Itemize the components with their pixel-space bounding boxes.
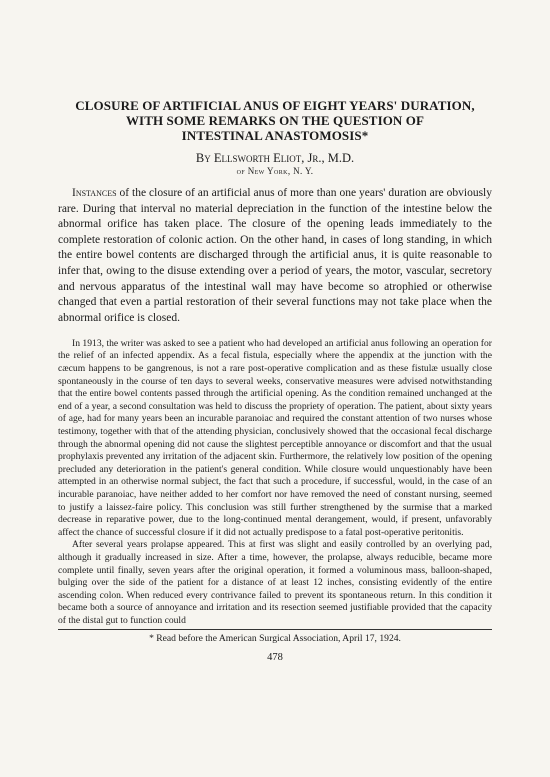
author-line	[58, 151, 492, 165]
footnote: * Read before the American Surgical Association, April 17, 1924.	[149, 632, 401, 644]
author-by: By	[195, 151, 211, 165]
title-line: CLOSURE OF ARTIFICIAL ANUS OF EIGHT YEARS' DURATION,	[75, 98, 475, 113]
footnote-divider	[58, 629, 492, 630]
intro-text: of the closure of an artificial anus of more than one years' duration are obviously rare. During that interval no material depreciation in the function of the intestine below the abnormal orifice has taken place. The closure of the opening leads immediately to the complete restoration of colonic action. On the other hand, in cases of long standing, in which the entire bowel contents are discharged through the artificial anus, it is quite reasonable to infer that, owing to the disuse extending over a period of years, the motor, vascular, secretory and nervous apparatus of the intestinal wall may have become so atrophied or otherwise changed that even a partial restoration of their several functions may not take place when the abnormal orifice is closed.	[58, 187, 492, 324]
author-location: of New York, N. Y.	[236, 166, 314, 176]
intro-paragraph	[58, 186, 492, 326]
body-paragraph: In 1913, the writer was asked to see a patient who had developed an artificial anus following an operation for the relief of an infected appendix. As a fecal fistula, especially where the appendix at the junction with the cæcum happens to be gangrenous, is not a rare post-operative complication and as these fistulæ usually close spontaneously in the course of ten days to several weeks, conservative measures were advised notwithstanding that the entire bowel contents passed through the artificial opening. As the condition remained unchanged at the end of a year, a second consultation was held to discuss the propriety of operation. The patient, about sixty years of age, had for many years been an incurable paranoiac and required the constant attention of two nurses whose testimony, together with that of the attending physician, conclusively showed that the occasional fecal discharge through the abnormal opening did not cause the slightest perceptible annoyance or discomfort and that the usual prophylaxis prevented any irritation of the adjacent skin. Furthermore, the relatively low position of the opening precluded any deterioration in the patient's general condition. While closure would unquestionably have been attempted in an otherwise normal subject, the fact that such a procedure, if successful, would, in the case of an incurable paranoiac, have neither added to her comfort nor have removed the need of constant nursing, seemed to justify a laissez-faire policy. This conclusion was still further strengthened by the surmise that a marked decrease in reparative power, due to the long-continued mental derangement, would, if present, unfavorably affect the chance of successful closure if it did not actually predispose to a fatal post-operative peritonitis.	[58, 337, 492, 538]
intro-lead-word: Instances	[72, 187, 117, 199]
author-name: Ellsworth Eliot, Jr.,	[213, 151, 325, 165]
author-degree: M.D.	[327, 151, 355, 165]
page-number: 478	[267, 651, 283, 663]
title-line: WITH SOME REMARKS ON THE QUESTION OF	[125, 113, 425, 128]
body-paragraph: After several years prolapse appeared. This at first was slight and easily controlled by an overlying pad, although it gradually increased in size. After a time, however, the prolapse, always reducible, became more complete until finally, seven years after the original operation, it formed a voluminous mass, balloon-shaped, bulging over the side of the patient for a distance of at least 12 inches, consisting evidently of the entire ascending colon. When reduced every contrivance failed to prevent its spontaneous return. In this condition it became both a source of annoyance and irritation and its resection seemed justifiable provided that the capacity of the distal gut to function could	[58, 539, 492, 626]
title-line: INTESTINAL ANASTOMOSIS*	[181, 128, 369, 143]
article-title	[58, 98, 492, 143]
